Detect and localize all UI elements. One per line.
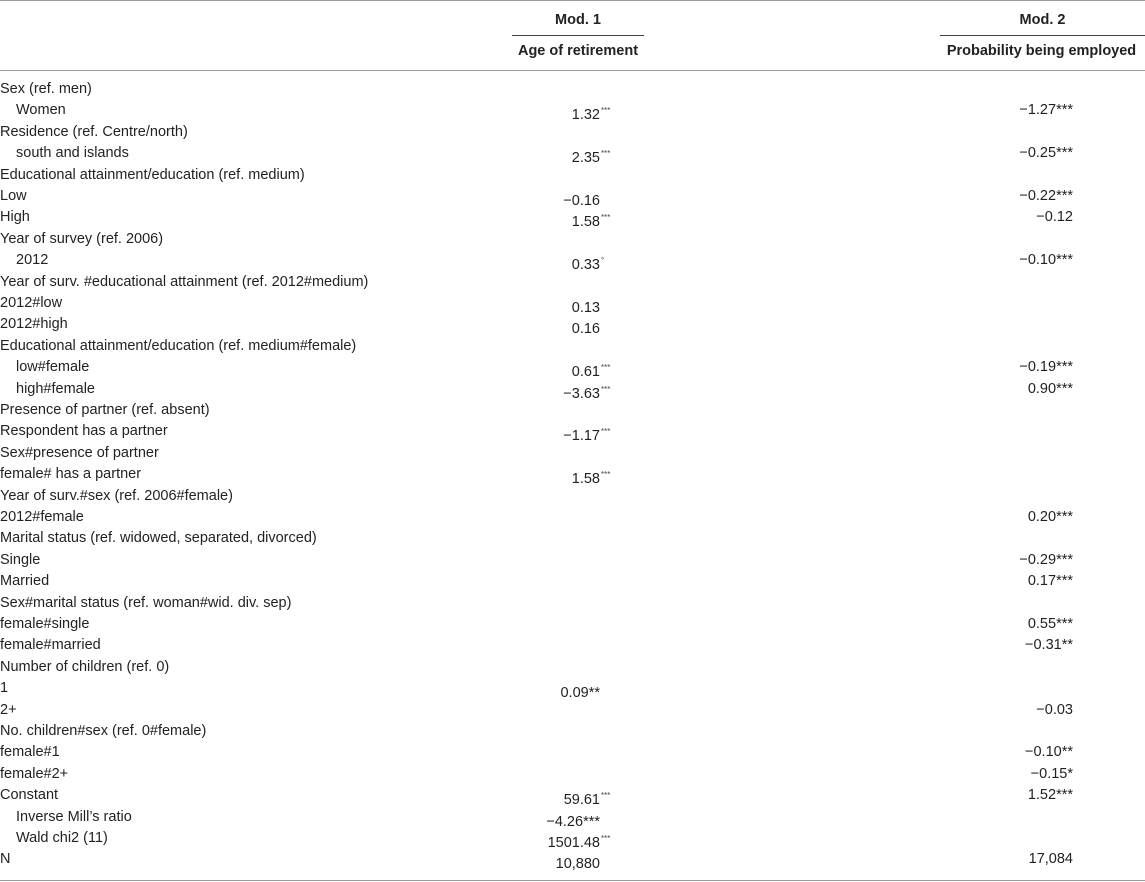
table-row xyxy=(0,550,1145,571)
mod2-value: 0.20*** xyxy=(1027,509,1073,525)
mod2-value: −0.31** xyxy=(1025,637,1073,654)
table-row xyxy=(0,421,1145,445)
mod1-coefficient: 1501.48 xyxy=(547,835,600,851)
row-label: Married xyxy=(0,573,50,590)
mod1-coefficient: 2.35 xyxy=(571,150,600,167)
header-bottom-rule xyxy=(0,70,1145,71)
table-row xyxy=(0,528,1145,549)
row-label: Year of surv.#sex (ref. 2006#female) xyxy=(0,487,233,504)
mod1-coefficient: 0.13 xyxy=(571,300,600,316)
row-label: 2012#female xyxy=(0,509,84,525)
row-label: Presence of partner (ref. absent) xyxy=(0,402,210,418)
table-row xyxy=(0,700,1145,721)
mod2-value: 0.17*** xyxy=(1027,573,1073,590)
mod2-value: −0.25*** xyxy=(1019,145,1073,162)
mod2-value: −0.29*** xyxy=(1019,551,1073,568)
row-label: Residence (ref. Centre/north) xyxy=(0,123,188,140)
row-label: Year of surv. #educational attainment (ref. 2012#medium) xyxy=(0,273,369,290)
mod1-significance: *** xyxy=(601,106,611,116)
mod2-value: −0.19*** xyxy=(1019,359,1073,376)
mod2-value: −0.03 xyxy=(1036,701,1073,718)
mod2-value: 0.55*** xyxy=(1027,616,1073,632)
mod1-coefficient: 0.33 xyxy=(571,257,600,274)
row-label: female# has a partner xyxy=(0,466,142,483)
mod1-coefficient: −0.16 xyxy=(563,193,600,209)
row-label: Sex#marital status (ref. woman#wid. div. sep) xyxy=(0,594,292,611)
table-row xyxy=(0,314,1145,338)
mod1-coefficient: −4.26*** xyxy=(546,813,600,830)
row-label: Low xyxy=(0,188,27,204)
table-row xyxy=(0,721,1145,742)
row-label: No. children#sex (ref. 0#female) xyxy=(0,723,207,739)
mod1-significance: *** xyxy=(601,384,611,394)
mod2-value: −0.22*** xyxy=(1019,188,1073,204)
mod2-value: −0.12 xyxy=(1036,209,1073,226)
table-row xyxy=(0,486,1145,507)
row-label: female#single xyxy=(0,616,90,632)
row-label: Inverse Mill’s ratio xyxy=(16,808,132,825)
row-label: 2+ xyxy=(0,701,17,718)
table-row xyxy=(0,79,1145,100)
table-row xyxy=(0,143,1145,167)
row-label: Sex#presence of partner xyxy=(0,444,159,461)
mod1-coefficient: 1.58 xyxy=(571,471,600,488)
row-label: Respondent has a partner xyxy=(0,423,168,440)
mod2-value: 17,084 xyxy=(1028,851,1073,868)
mod1-significance: ° xyxy=(601,256,605,266)
row-label: female#2+ xyxy=(0,765,69,782)
table-row xyxy=(0,293,1145,314)
row-label: Constant xyxy=(0,787,59,804)
mod2-title: Mod. 2 xyxy=(1019,12,1066,28)
table-row xyxy=(0,849,1145,873)
mod1-significance: *** xyxy=(601,363,611,373)
mod1-coefficient: 10,880 xyxy=(555,856,600,873)
table-row xyxy=(0,785,1145,809)
table-row xyxy=(0,122,1145,143)
row-label: Wald chi2 (11) xyxy=(16,830,108,846)
mod2-value: −0.10** xyxy=(1025,744,1073,761)
row-label: Educational attainment/education (ref. medium#female) xyxy=(0,337,357,354)
row-label: Women xyxy=(16,102,66,119)
mod2-subtitle: Probability being employed xyxy=(946,43,1137,59)
table-row xyxy=(0,464,1145,488)
mod2-value: −1.27*** xyxy=(1019,102,1073,119)
table-row xyxy=(0,272,1145,293)
table-row xyxy=(0,357,1145,381)
table-row xyxy=(0,186,1145,207)
table-row xyxy=(0,635,1145,656)
table-row xyxy=(0,207,1145,231)
row-label: female#married xyxy=(0,637,101,654)
mod1-coefficient: −3.63 xyxy=(563,385,600,402)
table-top-rule xyxy=(0,0,1145,1)
table-row xyxy=(0,764,1145,785)
mod1-coefficient: 0.61 xyxy=(571,364,600,381)
table-row xyxy=(0,250,1145,274)
mod1-value xyxy=(500,849,620,875)
mod1-coefficient: −1.17 xyxy=(563,428,600,445)
mod1-subtitle: Age of retirement xyxy=(517,43,639,59)
table-row xyxy=(0,742,1145,763)
mod1-significance: *** xyxy=(601,213,611,223)
mod2-value: 0.90*** xyxy=(1027,380,1073,397)
row-label: High xyxy=(0,209,30,226)
mod1-significance: *** xyxy=(601,834,611,843)
table-row xyxy=(0,379,1145,400)
mod1-coefficient: 0.09** xyxy=(560,685,600,702)
mod1-significance: *** xyxy=(601,149,611,159)
mod2-value: 1.52*** xyxy=(1027,787,1073,804)
table-row xyxy=(0,657,1145,678)
row-label: Educational attainment/education (ref. medium) xyxy=(0,166,305,183)
mod2-header-rule xyxy=(940,35,1145,36)
row-label: high#female xyxy=(16,380,95,397)
row-label: 2012#high xyxy=(0,316,68,333)
row-label: 2012 xyxy=(16,252,49,269)
table-row xyxy=(0,165,1145,186)
mod1-coefficient: 1.32 xyxy=(571,107,600,124)
row-label: Sex (ref. men) xyxy=(0,81,92,97)
mod1-title: Mod. 1 xyxy=(555,12,601,28)
mod1-coefficient: 1.58 xyxy=(571,214,600,231)
row-label: female#1 xyxy=(0,744,60,761)
row-label: low#female xyxy=(16,359,90,376)
mod2-value: −0.15* xyxy=(1030,765,1073,782)
mod1-coefficient: 0.16 xyxy=(571,321,600,338)
table-row xyxy=(0,100,1145,124)
table-row xyxy=(0,807,1145,828)
table-row xyxy=(0,828,1145,849)
row-label: Single xyxy=(0,551,41,568)
table-bottom-rule xyxy=(0,880,1145,881)
mod1-significance: *** xyxy=(601,791,611,801)
row-label: N xyxy=(0,851,11,868)
row-label: Year of survey (ref. 2006) xyxy=(0,230,164,247)
table-row xyxy=(0,507,1145,528)
table-row xyxy=(0,678,1145,702)
table-row xyxy=(0,614,1145,635)
table-row xyxy=(0,593,1145,614)
mod1-significance: *** xyxy=(601,427,611,437)
mod1-header-rule xyxy=(512,35,644,36)
mod1-coefficient: 59.61 xyxy=(563,792,600,809)
table-row xyxy=(0,336,1145,357)
table-row xyxy=(0,443,1145,464)
table-row xyxy=(0,571,1145,592)
row-label: south and islands xyxy=(16,145,129,162)
table-row xyxy=(0,400,1145,421)
row-label: Number of children (ref. 0) xyxy=(0,658,170,675)
row-label: 1 xyxy=(0,680,9,697)
mod1-significance: *** xyxy=(601,470,611,480)
mod2-value: −0.10*** xyxy=(1019,252,1073,269)
row-label: Marital status (ref. widowed, separated, divorced) xyxy=(0,530,317,547)
row-label: 2012#low xyxy=(0,295,63,311)
table-row xyxy=(0,229,1145,250)
